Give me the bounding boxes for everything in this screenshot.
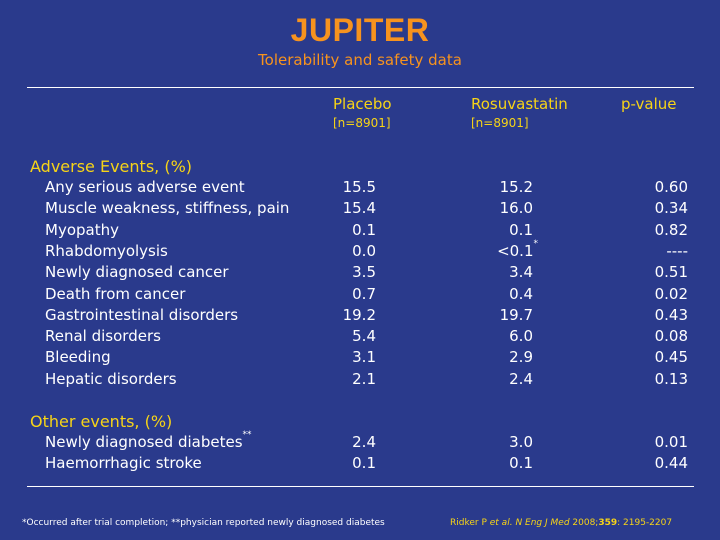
row-label [45,241,168,262]
rosuvastatin-value [509,326,533,347]
rosuvastatin-value-text: 16.0 [499,199,533,218]
value-footnote-marker: * [533,238,538,249]
rosuvastatin-value [500,198,533,219]
row-label [45,198,289,219]
section-heading-other-events: Other events, (%) [30,412,173,431]
slide-title: JUPITER [290,12,430,48]
row-label [45,326,161,347]
placebo-value: 0.0 [352,241,376,260]
rosuvastatin-value-text: 3.0 [509,433,533,451]
rosuvastatin-value-text: 3.4 [509,263,533,282]
row-label [45,347,111,368]
rosuvastatin-n: [n=8901] [471,116,529,130]
row-label [45,220,119,241]
row-label-text: Gastrointestinal disorders [45,305,239,324]
row-label [45,369,177,390]
citation-etal: et al. [489,518,513,528]
placebo-value: 15.5 [342,178,376,196]
p-value: 0.01 [654,433,688,451]
p-value: 0.60 [654,178,688,196]
row-label-text: Bleeding [45,348,111,367]
footnote: *Occurred after trial completion; **physician reported newly diagnosed diabetes [22,518,385,528]
row-label-text: Rhabdomyolysis [45,241,168,260]
placebo-value: 3.5 [352,263,376,282]
column-header-pvalue: p-value [621,95,677,113]
p-value: 0.45 [654,348,688,367]
row-label [45,284,185,305]
rosuvastatin-value [509,369,533,390]
rosuvastatin-value [509,432,533,453]
table-row [0,432,720,453]
p-value: 0.44 [654,454,688,473]
p-value: ---- [666,241,688,260]
placebo-value: 0.7 [352,284,376,303]
table-row [0,326,720,347]
table-row [0,369,720,390]
row-label-text: Renal disorders [45,327,161,346]
citation-volume: 359 [598,518,618,528]
table-row [0,347,720,368]
citation [450,518,672,528]
row-label-text: Newly diagnosed cancer [45,263,229,282]
row-label [45,262,229,283]
rosuvastatin-value [509,284,533,305]
rosuvastatin-value-text: 2.4 [509,369,533,388]
rosuvastatin-value-text: 0.1 [509,220,533,239]
rosuvastatin-value [500,177,533,198]
placebo-value: 5.4 [352,327,376,346]
p-value: 0.08 [654,327,688,346]
section-heading-adverse-events: Adverse Events, (%) [30,157,193,176]
rosuvastatin-value-text: 0.1 [509,454,533,473]
placebo-value: 0.1 [352,454,376,473]
placebo-value: 0.1 [352,220,376,239]
row-label [45,177,245,198]
column-header-rosuvastatin: Rosuvastatin [471,95,568,113]
row-label [45,453,202,474]
rosuvastatin-value-text: 0.4 [509,284,533,303]
rosuvastatin-value-text: <0.1 [497,241,534,260]
table-row [0,220,720,241]
p-value: 0.51 [654,263,688,282]
row-label [45,305,238,326]
row-label [45,432,252,453]
placebo-value: 19.2 [342,305,376,324]
citation-year: 2008; [569,518,599,528]
rosuvastatin-value-text: 6.0 [509,327,533,346]
row-label-text: Haemorrhagic stroke [45,454,202,473]
table-row [0,262,720,283]
rosuvastatin-value [500,305,533,326]
slide-subtitle: Tolerability and safety data [258,51,462,69]
rosuvastatin-value-text: 19.7 [499,305,533,324]
table-row [0,177,720,198]
placebo-value: 3.1 [352,348,376,367]
rosuvastatin-value [509,220,533,241]
table-row [0,453,720,474]
rosuvastatin-value [509,347,533,368]
row-label-text: Hepatic disorders [45,369,177,388]
label-footnote-marker: ** [242,430,252,440]
row-label-text: Any serious adverse event [45,178,245,196]
placebo-n: [n=8901] [333,116,391,130]
citation-journal: N Eng J Med [515,518,570,528]
table-row [0,198,720,219]
table-row [0,238,720,262]
row-label-text: Death from cancer [45,284,186,303]
row-label-text: Newly diagnosed diabetes [45,433,243,451]
placebo-value: 2.4 [352,433,376,451]
p-value: 0.02 [654,284,688,303]
placebo-value: 15.4 [342,199,376,218]
rosuvastatin-value [509,453,533,474]
rosuvastatin-value-text: 15.2 [499,178,533,196]
rosuvastatin-value [509,262,533,283]
rosuvastatin-value [497,238,538,262]
p-value: 0.43 [654,305,688,324]
table-row [0,305,720,326]
citation-authors: Ridker P [450,518,490,528]
top-divider [27,87,694,88]
column-header-placebo: Placebo [333,95,392,113]
p-value: 0.13 [654,369,688,388]
rosuvastatin-value-text: 2.9 [509,348,533,367]
row-label-text: Muscle weakness, stiffness, pain [45,199,290,218]
citation-pages: : 2195-2207 [617,518,673,528]
p-value: 0.34 [654,199,688,218]
bottom-divider [27,486,694,487]
table-row [0,284,720,305]
row-label-text: Myopathy [45,220,119,239]
p-value: 0.82 [654,220,688,239]
placebo-value: 2.1 [352,369,376,388]
